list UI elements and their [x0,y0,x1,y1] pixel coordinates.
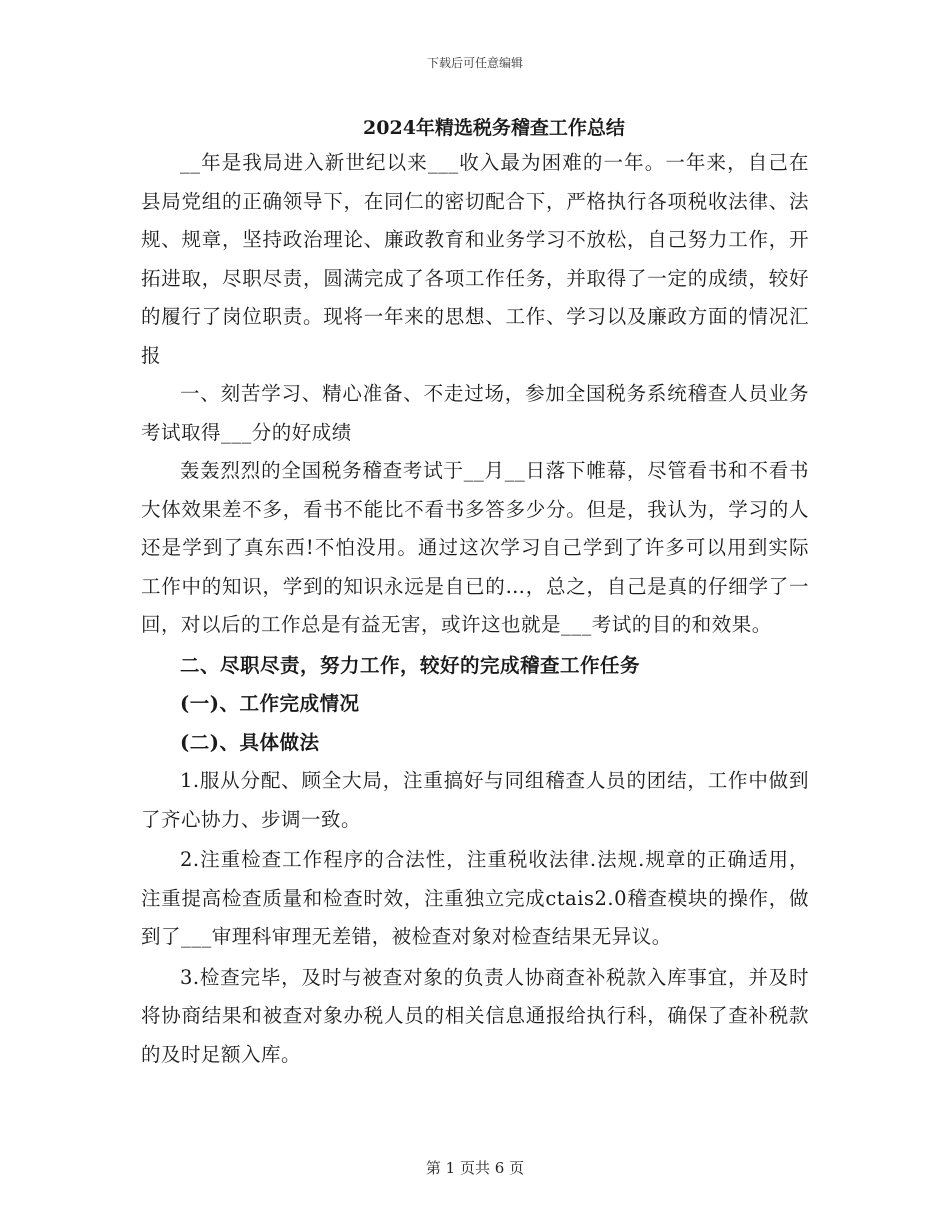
paragraph-intro: __年是我局进入新世纪以来___收入最为困难的一年。一年来，自己在县局党组的正确领导下，在同仁的密切配合下，严格执行各项税收法律、法规、规章，坚持政治理论、廉政教育和业务学习不放松，自己努力工作，开拓进取，尽职尽责，圆满完成了各项工作任务，并取得了一定的成绩，较好的履行了岗位职责。现将一年来的思想、工作、学习以及廉政方面的情况汇报 [141,151,809,367]
paragraph-exam: 轰轰烈烈的全国税务稽查考试于__月__日落下帷幕，尽管看书和不看书大体效果差不多，看书不能比不看书多答多少分。但是，我认为，学习的人还是学到了真东西!不怕没用。通过这次学习自己学到了许多可以用到实际工作中的知识，学到的知识永远是自已的…，总之，自己是真的仔细学了一回，对以后的工作总是有益无害，或许这也就是___考试的目的和效果。 [141,459,809,636]
document-body [141,112,809,1074]
page-footer: 第 1 页共 6 页 [425,1159,525,1177]
subsection-one-heading: (一)、工作完成情况 [180,692,360,715]
paragraph-section-one-heading: 一、刻苦学习、精心准备、不走过场，参加全国税务系统稽查人员业务考试取得___分的好成绩 [141,382,809,444]
document-title: 2024年精选税务稽查工作总结 [363,117,625,139]
header-note: 下载后可任意编辑 [426,56,523,70]
subsection-two-heading: (二)、具体做法 [180,730,320,754]
paragraph-item-1: 1.服从分配、顾全大局，注重搞好与同组稽查人员的团结，工作中做到了齐心协力、步调一致。 [141,769,809,831]
paragraph-item-3: 3.检查完毕，及时与被查对象的负责人协商查补税款入库事宜，并及时将协商结果和被查对象办税人员的相关信息通报给执行科，确保了查补税款的及时足额入库。 [141,965,809,1066]
paragraph-item-2: 2.注重检查工作程序的合法性，注重税收法律.法规.规章的正确适用，注重提高检查质量和检查时效，注重独立完成ctais2.0稽查模块的操作，做到了___审理科审理无差错，被检查对象对检查结果无异议。 [141,848,809,948]
section-two-heading: 二、尽职尽责，努力工作，较好的完成稽查工作任务 [180,653,641,677]
